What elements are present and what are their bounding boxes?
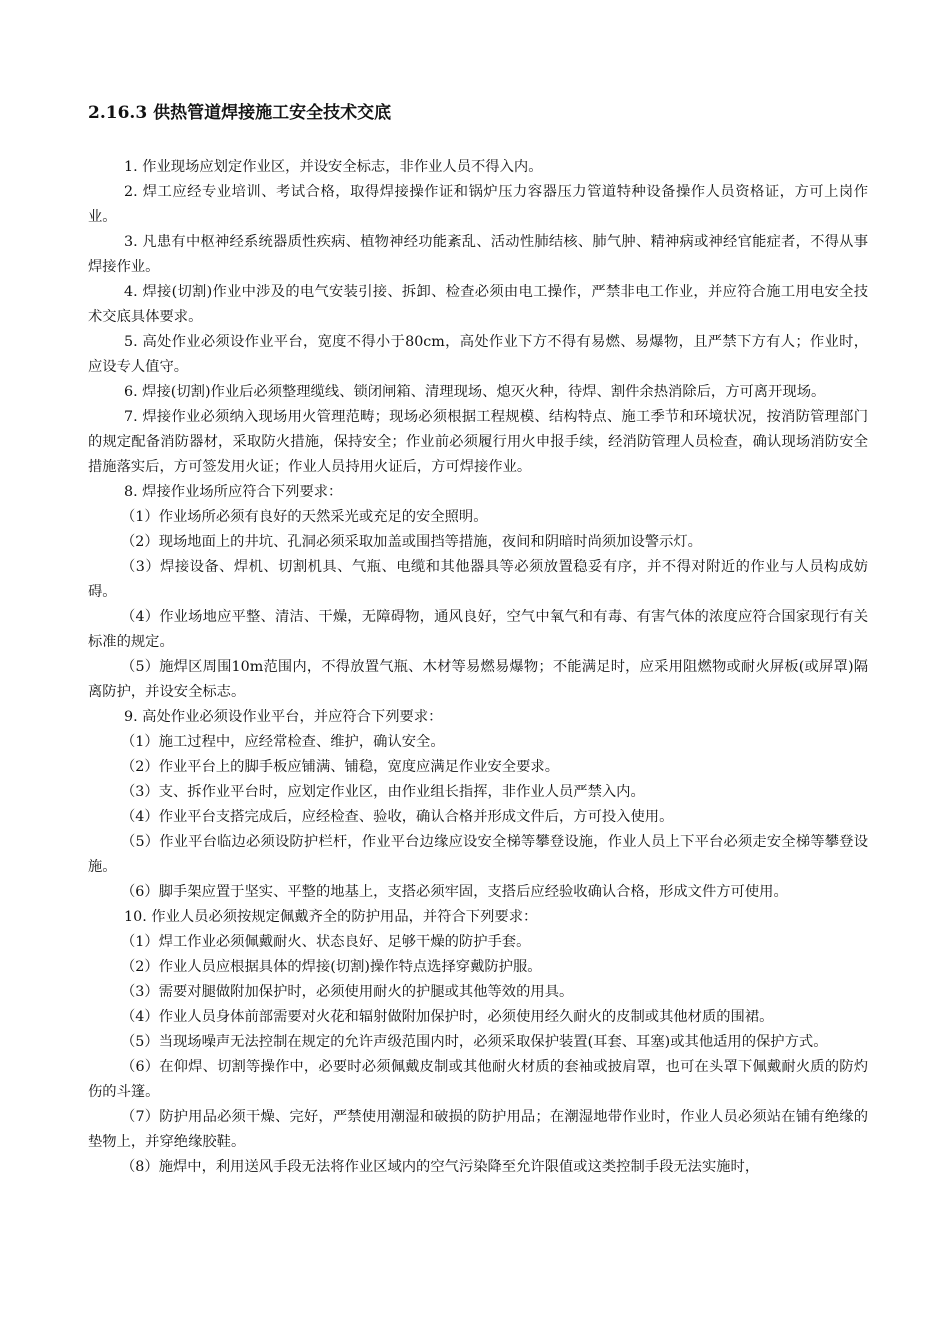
clause-paragraph: 3. 凡患有中枢神经系统器质性疾病、植物神经功能紊乱、活动性肺结核、肺气肿、精神病或神经官能症者，不得从事焊接作业。 (88, 234, 868, 275)
sub-clause-paragraph: （6）脚手架应置于坚实、平整的地基上，支搭必须牢固，支搭后应经验收确认合格，形成文件方可使用。 (121, 884, 788, 900)
clause-paragraph: 7. 焊接作业必须纳入现场用火管理范畴；现场必须根据工程规模、结构特点、施工季节和环境状况，按消防管理部门的规定配备消防器材，采取防火措施，保持安全；作业前必须履行用火申报手续，经消防管理人员检查，确认现场消防安全措施落实后，方可签发用火证；作业人员持用火证后，方可焊接作业。 (88, 409, 868, 475)
sub-clause-paragraph: （7）防护用品必须干燥、完好，严禁使用潮湿和破损的防护用品；在潮湿地带作业时，作业人员必须站在铺有绝缘的垫物上，并穿绝缘胶鞋。 (88, 1109, 868, 1150)
sub-clause-paragraph: （4）作业场地应平整、清洁、干燥，无障碍物，通风良好，空气中氧气和有毒、有害气体的浓度应符合国家现行有关标准的规定。 (88, 609, 868, 650)
clause-paragraph: 1. 作业现场应划定作业区，并设安全标志，非作业人员不得入内。 (124, 159, 543, 175)
sub-clause-paragraph: （1）作业场所必须有良好的天然采光或充足的安全照明。 (121, 509, 488, 525)
clause-paragraph: 2. 焊工应经专业培训、考试合格，取得焊接操作证和锅炉压力容器压力管道特种设备操作人员资格证，方可上岗作业。 (88, 184, 868, 225)
sub-clause-paragraph: （1）施工过程中，应经常检查、维护，确认安全。 (121, 734, 445, 750)
sub-clause-paragraph: （2）作业人员应根据具体的焊接(切割)操作特点选择穿戴防护服。 (121, 959, 542, 975)
document-page (88, 100, 868, 1180)
sub-clause-paragraph: （8）施焊中，利用送风手段无法将作业区域内的空气污染降至允许限值或这类控制手段无法实施时， (121, 1159, 760, 1175)
sub-clause-paragraph: （3）支、拆作业平台时，应划定作业区，由作业组长指挥，非作业人员严禁入内。 (121, 784, 645, 800)
sub-clause-paragraph: （1）焊工作业必须佩戴耐火、状态良好、足够干燥的防护手套。 (121, 934, 531, 950)
sub-clause-paragraph: （3）焊接设备、焊机、切割机具、气瓶、电缆和其他器具等必须放置稳妥有序，并不得对附近的作业与人员构成妨碍。 (88, 559, 868, 600)
clause-paragraph: 5. 高处作业必须设作业平台，宽度不得小于80cm，高处作业下方不得有易燃、易爆物，且严禁下方有人；作业时，应设专人值守。 (88, 334, 868, 375)
sub-clause-paragraph: （4）作业人员身体前部需要对火花和辐射做附加保护时，必须使用经久耐火的皮制或其他材质的围裙。 (121, 1009, 774, 1025)
sub-clause-paragraph: （5）当现场噪声无法控制在规定的允许声级范围内时，必须采取保护装置(耳套、耳塞)或其他适用的保护方式。 (121, 1034, 828, 1050)
document-body (88, 155, 868, 1180)
sub-clause-paragraph: （6）在仰焊、切割等操作中，必要时必须佩戴皮制或其他耐火材质的套袖或披肩罩，也可在头罩下佩戴耐火质的防灼伤的斗篷。 (88, 1059, 868, 1100)
sub-clause-paragraph: （3）需要对腿做附加保护时，必须使用耐火的护腿或其他等效的用具。 (121, 984, 574, 1000)
sub-clause-paragraph: （5）施焊区周围10m范围内，不得放置气瓶、木材等易燃易爆物；不能满足时，应采用阻燃物或耐火屏板(或屏罩)隔离防护，并设安全标志。 (88, 659, 868, 700)
clause-paragraph: 8. 焊接作业场所应符合下列要求： (124, 484, 343, 500)
clause-paragraph: 10. 作业人员必须按规定佩戴齐全的防护用品，并符合下列要求： (124, 909, 538, 925)
clause-paragraph: 6. 焊接(切割)作业后必须整理缆线、锁闭闸箱、清理现场、熄灭火种，待焊、割件余热消除后，方可离开现场。 (124, 384, 826, 400)
sub-clause-paragraph: （4）作业平台支搭完成后，应经检查、验收，确认合格并形成文件后，方可投入使用。 (121, 809, 674, 825)
clause-paragraph: 9. 高处作业必须设作业平台，并应符合下列要求： (124, 709, 443, 725)
sub-clause-paragraph: （2）现场地面上的井坑、孔洞必须采取加盖或围挡等措施，夜间和阴暗时尚须加设警示灯。 (121, 534, 702, 550)
sub-clause-paragraph: （5）作业平台临边必须设防护栏杆，作业平台边缘应设安全梯等攀登设施，作业人员上下平台必须走安全梯等攀登设施。 (88, 834, 868, 875)
sub-clause-paragraph: （2）作业平台上的脚手板应铺满、铺稳，宽度应满足作业安全要求。 (121, 759, 559, 775)
section-title: 2.16.3 供热管道焊接施工安全技术交底 (88, 103, 392, 123)
clause-paragraph: 4. 焊接(切割)作业中涉及的电气安装引接、拆卸、检查必须由电工操作，严禁非电工作业，并应符合施工用电安全技术交底具体要求。 (88, 284, 868, 325)
